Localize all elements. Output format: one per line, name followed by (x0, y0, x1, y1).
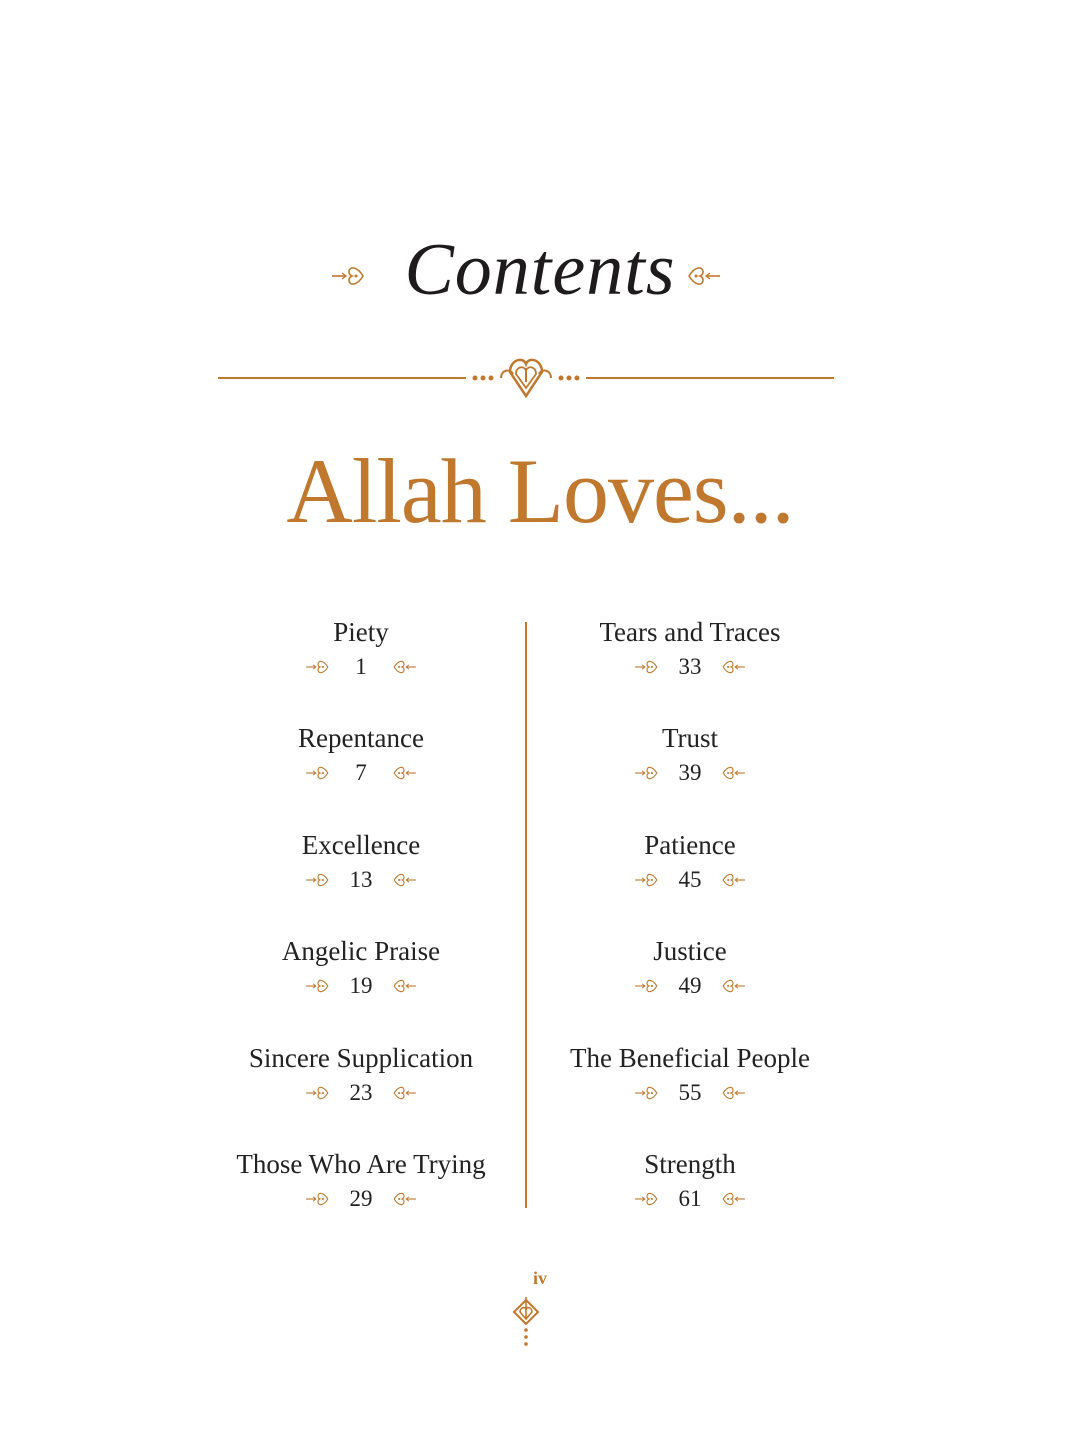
toc-entry-page-number: 39 (678, 760, 702, 786)
page-title: Contents (404, 229, 676, 311)
toc-entry[interactable] (525, 614, 855, 720)
toc-entry-title: Patience (644, 829, 736, 860)
toc-entry[interactable] (525, 827, 855, 933)
toc-entry-page-row (525, 756, 855, 790)
arrow-heart-ornament-icon (721, 766, 745, 780)
toc-entry-page-number: 29 (349, 1185, 373, 1211)
arrow-heart-ornament-icon (721, 873, 745, 887)
toc-entry-page-row (525, 650, 855, 684)
toc-entry-page-row (196, 863, 526, 897)
arrow-heart-ornament-icon (392, 979, 416, 993)
toc-entry-page-row (525, 1076, 855, 1110)
toc-entry-page-number: 55 (678, 1079, 702, 1105)
toc-entry[interactable] (525, 1146, 855, 1252)
toc-entry-page-number: 19 (349, 973, 373, 999)
toc-entry-title: Angelic Praise (281, 936, 441, 967)
arrow-heart-ornament-icon (686, 266, 720, 286)
toc-entry[interactable] (196, 827, 526, 933)
arrow-heart-ornament-icon (306, 766, 330, 780)
toc-entry-title: Excellence (301, 829, 421, 860)
toc-entry-page-row (196, 650, 526, 684)
toc-entry-page-row (525, 863, 855, 897)
toc-entry-page-number: 49 (678, 973, 702, 999)
arrow-heart-ornament-icon (306, 1086, 330, 1100)
arrow-heart-ornament-icon (392, 766, 416, 780)
toc-entry-title: Trust (661, 723, 719, 754)
arrow-heart-ornament-icon (635, 979, 659, 993)
arrow-heart-ornament-icon (721, 1192, 745, 1206)
arrow-heart-ornament-icon (721, 979, 745, 993)
arrow-heart-ornament-icon (392, 873, 416, 887)
toc-entry[interactable] (196, 933, 526, 1039)
arrow-heart-ornament-icon (392, 1086, 416, 1100)
toc-entry-page-number: 23 (349, 1079, 373, 1105)
toc-entry[interactable] (525, 933, 855, 1039)
toc-entry-title: Sincere Supplication (248, 1042, 474, 1073)
toc-entry[interactable] (525, 1040, 855, 1146)
toc-entry-page-number: 33 (678, 654, 702, 679)
arrow-heart-ornament-icon (306, 1192, 330, 1206)
toc-entry-page-row (525, 1182, 855, 1216)
toc-entry[interactable] (196, 1040, 526, 1146)
arrow-heart-ornament-icon (332, 266, 366, 286)
arrow-heart-ornament-icon (635, 766, 659, 780)
arrow-heart-ornament-icon (635, 1086, 659, 1100)
arrow-heart-ornament-icon (392, 660, 416, 674)
toc-entry-title: Repentance (298, 723, 424, 754)
toc-entry[interactable] (196, 1146, 526, 1252)
toc-entry-page-number: 45 (678, 866, 702, 892)
toc-entry-page-row (196, 756, 526, 790)
toc-entry-title: Piety (333, 617, 389, 647)
contents-column-left (196, 614, 526, 1252)
toc-entry[interactable] (525, 720, 855, 826)
toc-entry-page-row (196, 1182, 526, 1216)
arrow-heart-ornament-icon (392, 1192, 416, 1206)
section-heading: Allah Loves... (286, 440, 794, 542)
toc-entry-title: Tears and Traces (599, 617, 781, 647)
toc-entry-page-number: 1 (355, 654, 367, 679)
toc-entry-page-row (196, 1076, 526, 1110)
toc-entry-title: The Beneficial People (570, 1042, 810, 1073)
toc-entry[interactable] (196, 720, 526, 826)
toc-entry-page-row (196, 969, 526, 1003)
arrow-heart-ornament-icon (306, 660, 330, 674)
toc-entry-page-number: 7 (355, 760, 367, 786)
toc-entry-title: Those Who Are Trying (236, 1148, 486, 1179)
toc-entry-page-row (525, 969, 855, 1003)
toc-entry-title: Justice (653, 936, 727, 967)
toc-entry-page-number: 61 (678, 1185, 702, 1211)
footer-ornament-icon (510, 1296, 542, 1350)
arrow-heart-ornament-icon (306, 873, 330, 887)
toc-entry-page-number: 13 (349, 866, 373, 892)
contents-column-right (525, 614, 855, 1252)
arrow-heart-ornament-icon (721, 1086, 745, 1100)
arrow-heart-ornament-icon (721, 660, 745, 674)
page-number: iv (532, 1268, 547, 1288)
arrow-heart-ornament-icon (635, 660, 659, 674)
toc-entry[interactable] (196, 614, 526, 720)
arrow-heart-ornament-icon (635, 1192, 659, 1206)
arrow-heart-ornament-icon (635, 873, 659, 887)
toc-entry-title: Strength (644, 1148, 736, 1179)
decorative-rule (218, 350, 834, 400)
arrow-heart-ornament-icon (306, 979, 330, 993)
